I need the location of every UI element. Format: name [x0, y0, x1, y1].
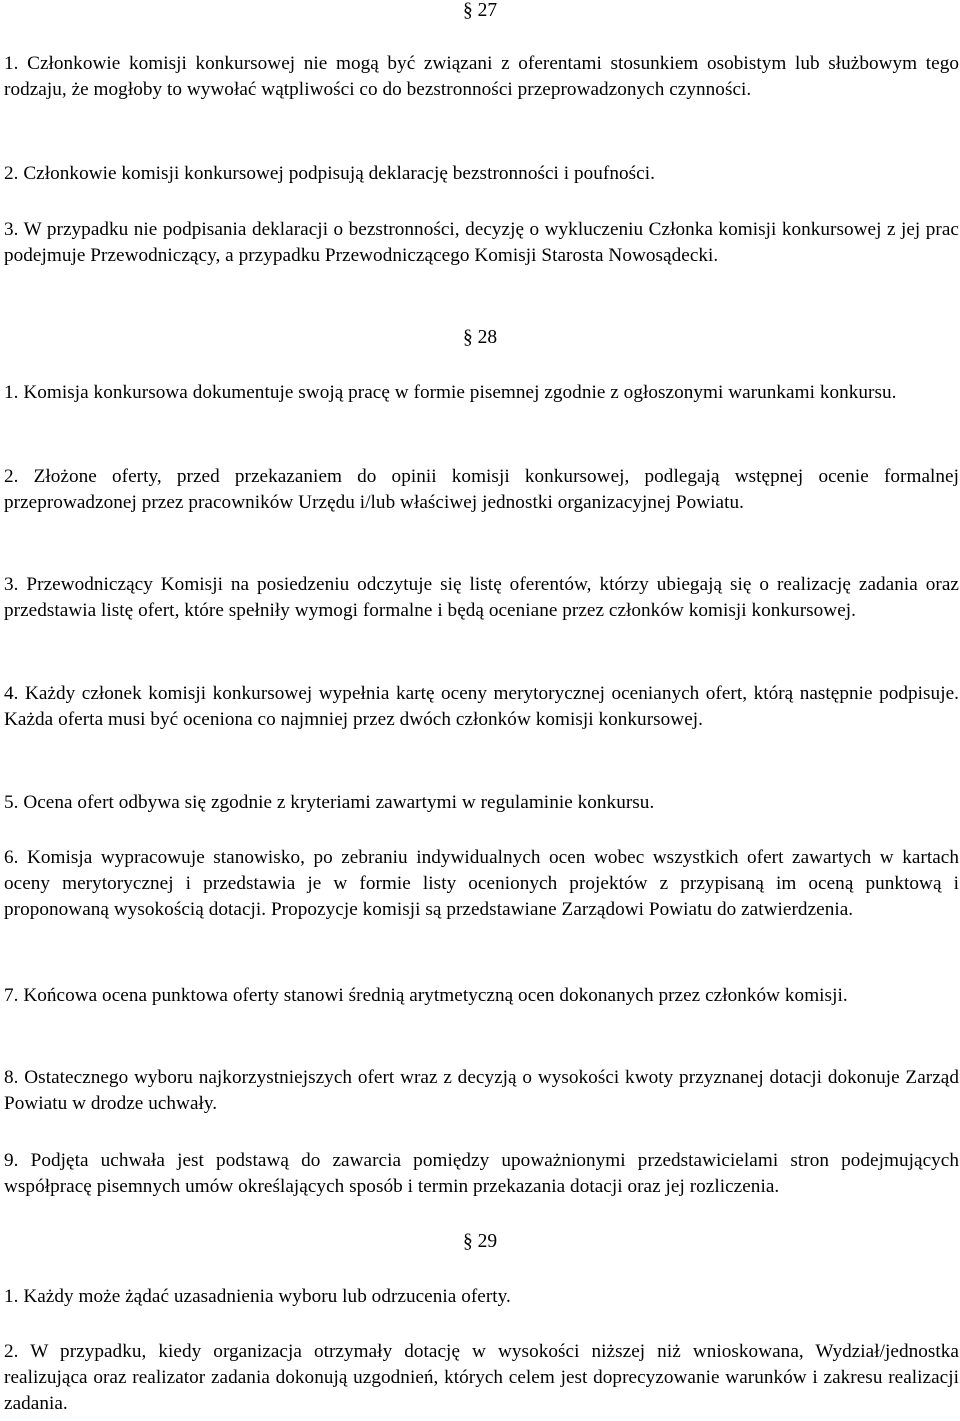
paragraph-28-4: 4. Każdy członek komisji konkursowej wypełnia kartę oceny merytorycznej ocenianych ofert, którą następnie podpisuje. Każda oferta musi być oceniona co najmniej przez dwóch członków komisji konkursowej.: [4, 683, 959, 730]
paragraph-29-2: 2. W przypadku, kiedy organizacja otrzymały dotację w wysokości niższej niż wnioskowana, Wydział/jednostka realizująca oraz realizator zadania dokonują uzgodnień, których celem jest doprecyzowanie warunków i zakresu realizacji zadania.: [4, 1341, 959, 1414]
paragraph-28-6: 6. Komisja wypracowuje stanowisko, po zebraniu indywidualnych ocen wobec wszystkich ofert zawartych w kartach oceny merytorycznej i przedstawia je w formie listy ocenionych projektów z przypisaną im oceną punktową i proponowaną wysokością dotacji. Propozycje komisji są przedstawiane Zarządowi Powiatu do zatwierdzenia.: [4, 847, 959, 920]
paragraph-28-9: 9. Podjęta uchwała jest podstawą do zawarcia pomiędzy upoważnionymi przedstawicielami stron podejmujących współpracę pisemnych umów określających sposób i termin przekazania dotacji oraz jej rozliczenia.: [4, 1150, 959, 1197]
paragraph-27-3: 3. W przypadku nie podpisania deklaracji o bezstronności, decyzję o wykluczeniu Członka komisji konkursowej z jej prac podejmuje Przewodniczący, a przypadku Przewodniczącego Komisji Starosta Nowosądecki.: [4, 219, 959, 266]
paragraph-28-1: 1. Komisja konkursowa dokumentuje swoją pracę w formie pisemnej zgodnie z ogłoszonymi warunkami konkursu.: [4, 382, 897, 403]
paragraph-28-8: 8. Ostatecznego wyboru najkorzystniejszych ofert wraz z decyzją o wysokości kwoty przyznanej dotacji dokonuje Zarząd Powiatu w drodze uchwały.: [4, 1067, 959, 1114]
paragraph-27-2: 2. Członkowie komisji konkursowej podpisują deklarację bezstronności i poufności.: [4, 163, 655, 184]
paragraph-28-5: 5. Ocena ofert odbywa się zgodnie z kryteriami zawartymi w regulaminie konkursu.: [4, 792, 655, 813]
paragraph-28-2: 2. Złożone oferty, przed przekazaniem do opinii komisji konkursowej, podlegają wstępnej ocenie formalnej przeprowadzonej przez pracowników Urzędu i/lub właściwej jednostki organizacyjnej Powiatu.: [4, 466, 959, 513]
section-heading-29: § 29: [462, 1231, 498, 1252]
paragraph-29-1: 1. Każdy może żądać uzasadnienia wyboru lub odrzucenia oferty.: [4, 1286, 511, 1307]
paragraph-28-3: 3. Przewodniczący Komisji na posiedzeniu odczytuje się listę oferentów, którzy ubiegają się o realizację zadania oraz przedstawia listę ofert, które spełniły wymogi formalne i będą oceniane przez członków komisji konkursowej.: [4, 574, 959, 621]
paragraph-27-1: 1. Członkowie komisji konkursowej nie mogą być związani z oferentami stosunkiem osobistym lub służbowym tego rodzaju, że mogłoby to wywołać wątpliwości co do bezstronności przeprowadzonych czynności.: [4, 53, 959, 100]
section-heading-27: § 27: [462, 0, 498, 21]
paragraph-28-7: 7. Końcowa ocena punktowa oferty stanowi średnią arytmetyczną ocen dokonanych przez członków komisji.: [4, 985, 848, 1006]
section-heading-28: § 28: [462, 327, 498, 348]
